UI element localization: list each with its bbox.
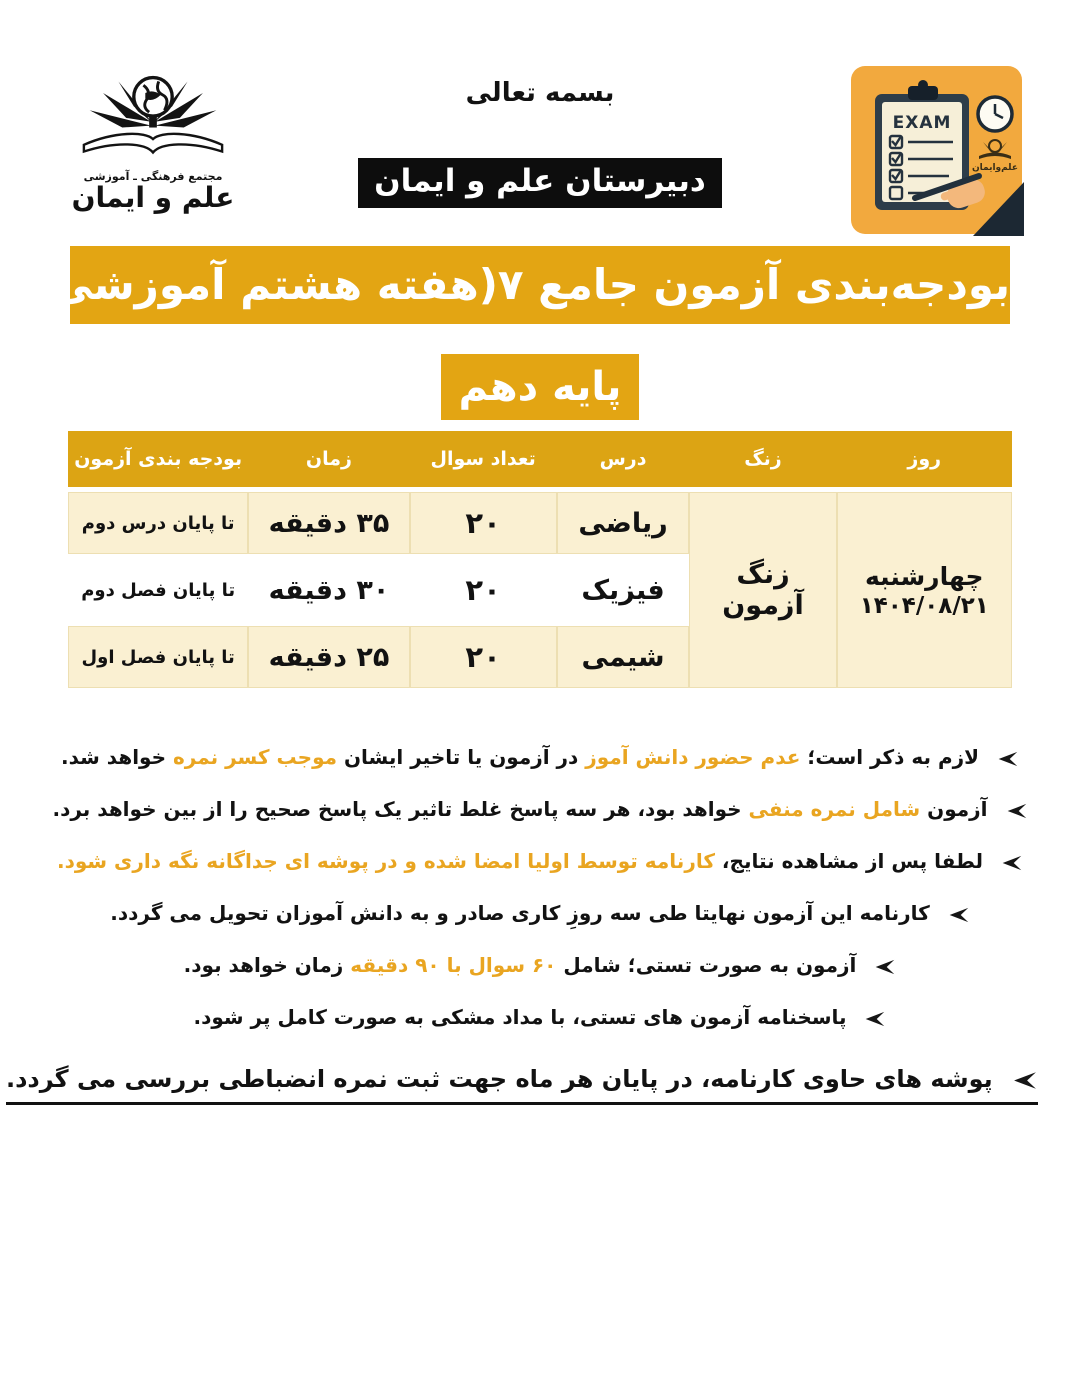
exam-schedule-table (68, 426, 1012, 693)
note-text: خواهد شد. (61, 745, 173, 769)
note-text: کارنامه این آزمون نهایتا طی سه روزِ کاری صادر و به دانش آموزان تحویل می گردد. (110, 901, 930, 925)
svg-text:علم‌وایمان: علم‌وایمان (971, 163, 1019, 173)
bullet-arrow-icon (863, 1010, 886, 1028)
table-row (68, 492, 1012, 554)
note-text: لطفا پس از مشاهده نتایج، (714, 849, 984, 873)
subject-cell: فیزیک (557, 559, 690, 621)
time-cell: ۲۵ دقیقه (248, 626, 409, 688)
budget-cell: تا پایان فصل اول (68, 626, 248, 688)
note-text-highlight: ۶۰ سوال با ۹۰ دقیقه (350, 953, 557, 977)
grade-strip-row (0, 354, 1080, 420)
note-text: پوشه های حاوی کارنامه، در پایان هر ماه جهت ثبت نمره انضباطی بررسی می گردد. (6, 1065, 993, 1093)
note-line (42, 901, 1038, 925)
col-header-bell: زنگ (689, 431, 836, 487)
time-cell: ۳۰ دقیقه (248, 559, 409, 621)
note-text: لازم به ذکر است؛ (800, 745, 980, 769)
note-line (42, 1005, 1038, 1029)
table-header-row (68, 431, 1012, 487)
col-header-day: روز (837, 431, 1013, 487)
col-header-time: زمان (248, 431, 409, 487)
underlined-note-wrap (6, 1065, 1038, 1105)
bullet-arrow-icon (996, 750, 1019, 768)
day-name: چهارشنبه (865, 561, 984, 591)
note-text: زمان خواهد بود. (183, 953, 351, 977)
questions-cell: ۲۰ (410, 559, 557, 621)
subject-cell: شیمی (557, 626, 690, 688)
note-text-highlight: شامل نمره منفی (748, 797, 921, 821)
exam-title-strip: بودجه‌بندی آزمون جامع ۷(هفته هشتم آموزشی) (70, 246, 1010, 324)
exam-illustration (849, 64, 1024, 236)
budget-cell: تا پایان فصل دوم (68, 559, 248, 621)
school-logo (58, 68, 248, 212)
bullet-arrow-icon (1011, 1070, 1038, 1091)
note-line (42, 797, 1038, 821)
bullet-arrow-icon (1005, 802, 1028, 820)
bullet-arrow-icon (1000, 854, 1023, 872)
bismillah-text: بسمه تعالی (465, 78, 615, 108)
note-text: خواهد بود، هر سه پاسخ غلط تاثیر یک پاسخ صحیح را از بین خواهد برد. (52, 797, 749, 821)
grade-title-strip: پایه دهم (441, 354, 640, 420)
school-name-banner: دبیرستان علم و ایمان (358, 158, 722, 208)
logo-title: علم و ایمان (71, 181, 235, 214)
notes-section (0, 745, 1080, 1105)
exam-date: ۱۴۰۴/۰۸/۲۱ (859, 592, 989, 619)
subject-cell: ریاضی (557, 492, 690, 554)
logo-subtitle: مجتمع فرهنگی ـ آموزشی (83, 170, 223, 183)
bell-cell: زنگ آزمون (689, 492, 836, 688)
col-header-subject: درس (557, 431, 690, 487)
note-line (42, 849, 1038, 873)
note-text: پاسخنامه آزمون های تستی، با مداد مشکی به صورت کامل پر شود. (193, 1005, 847, 1029)
col-header-questions: تعداد سوال (410, 431, 557, 487)
col-header-budget: بودجه بندی آزمون (68, 431, 248, 487)
budget-cell: تا پایان درس دوم (68, 492, 248, 554)
note-line (42, 953, 1038, 977)
questions-cell: ۲۰ (410, 492, 557, 554)
time-cell: ۳۵ دقیقه (248, 492, 409, 554)
note-line (42, 745, 1038, 769)
note-text: آزمون (920, 797, 988, 821)
day-cell (837, 492, 1013, 688)
bullet-arrow-icon (873, 958, 896, 976)
questions-cell: ۲۰ (410, 626, 557, 688)
note-text-highlight: عدم حضور دانش آموز (585, 745, 801, 769)
school-emblem-icon (73, 68, 233, 164)
svg-text:EXAM: EXAM (892, 113, 952, 133)
note-text: آزمون به صورت تستی؛ شامل (556, 953, 857, 977)
note-text: در آزمون یا تاخیر ایشان (337, 745, 586, 769)
note-text-highlight: موجب کسر نمره (172, 745, 338, 769)
note-text-highlight: کارنامه توسط اولیا امضا شده و در پوشه ای جداگانه نگه داری شود. (57, 849, 715, 873)
bullet-arrow-icon (947, 906, 970, 924)
note-line-emphasized (6, 1065, 1038, 1105)
exam-clipboard-icon (849, 64, 1024, 236)
